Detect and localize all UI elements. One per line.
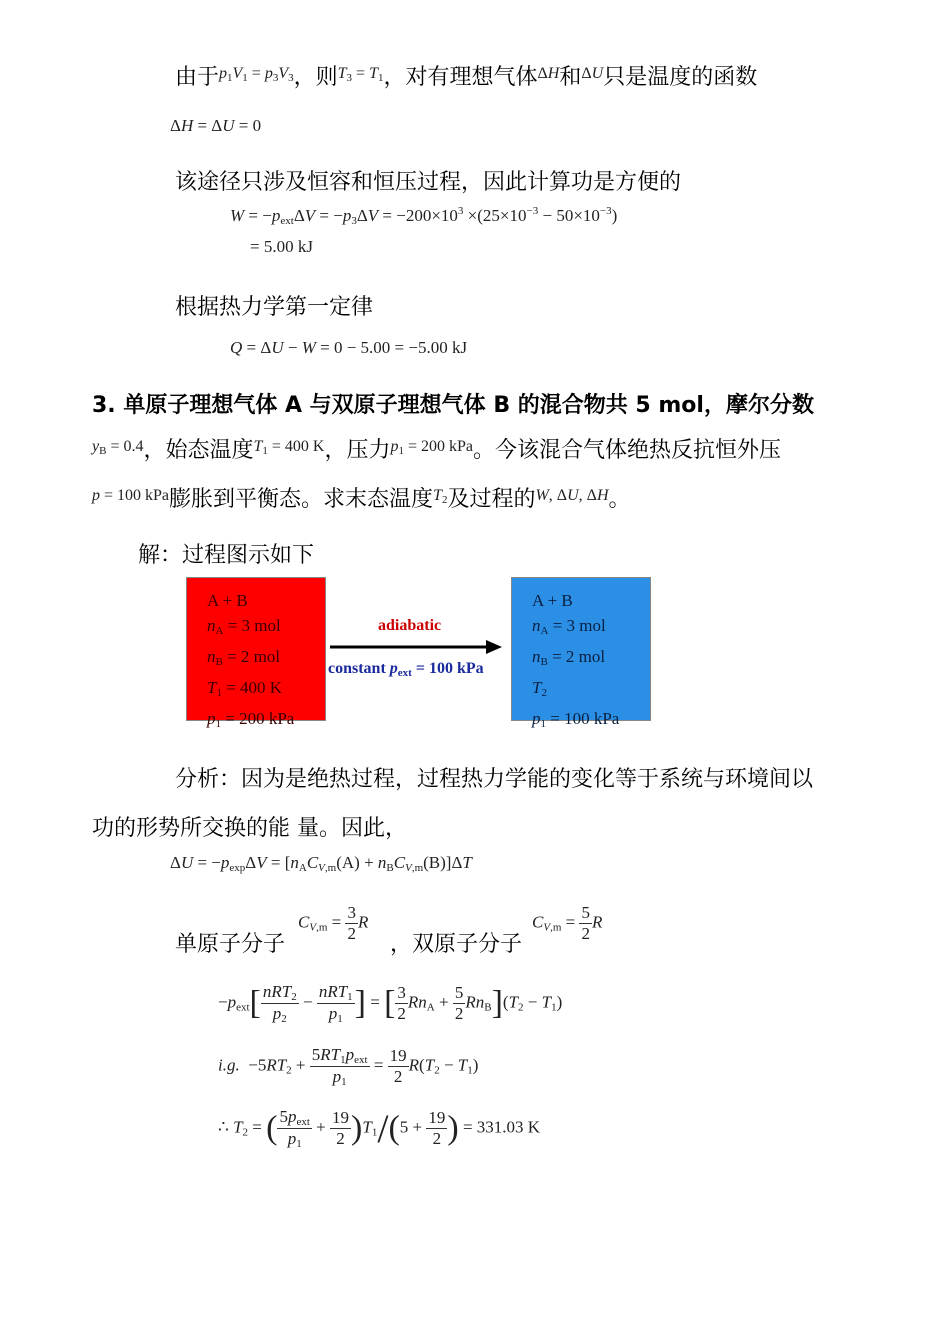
equation-inline: ΔU bbox=[581, 65, 604, 82]
equation-inline: T2 bbox=[433, 487, 448, 506]
equation-inline: T1 = 400 K bbox=[253, 438, 325, 457]
arrow-bottom-label: constant $p_{ext} = 100$ kPa bbox=[328, 660, 484, 679]
di-label: ，双原子分子 bbox=[390, 932, 523, 957]
equation-cv-di: $C_{V,m}$ = $\frac{5}{2}$ R bbox=[532, 903, 603, 943]
mono-label: 单原子分子 bbox=[175, 932, 286, 957]
text: 和 bbox=[559, 65, 582, 90]
text: 由于 bbox=[175, 65, 220, 90]
arrow-top-label: adiabatic bbox=[378, 617, 442, 634]
equation-du: $\Delta U = -p_{exp}\Delta V = [n_AC_{V,m}(A) + n_BC_{V,m}(B)]\Delta T$ bbox=[170, 853, 472, 874]
equation-final-2: i.g. $-5RT_2$ + $\frac{5RT_1p_{ext}}{p_1}$ = $\frac{19}{2}$ $R(T_2 - T_1)$ bbox=[218, 1045, 479, 1088]
equation-inline: T3 = T1 bbox=[337, 65, 384, 84]
state-line: $p_1 = 100$ kPa bbox=[532, 709, 620, 730]
problem-line-1: 3. 单原子理想气体 A 与双原子理想气体 B 的混合物共 5 mol，摩尔分数 bbox=[92, 393, 814, 418]
equation-final-3: ∴ $T_2$ = ( $\frac{5p_{ext}}{p_1}$ + $\frac{19}{2}$ )$T_1/(5$ + $\frac{19}{2}$ ) = 331.03 K bbox=[218, 1106, 541, 1151]
text: 膨胀到平衡态。求末态温度 bbox=[169, 487, 434, 512]
state-line: $T_2$ bbox=[532, 678, 547, 699]
final-state-box bbox=[511, 577, 651, 730]
text: 。今该混合气体绝热反抗恒外压 bbox=[473, 438, 782, 463]
text: 只是温度的函数 bbox=[603, 65, 758, 90]
state-line: $T_1 = 400$ K bbox=[207, 678, 283, 699]
text: ，始态温度 bbox=[143, 438, 254, 463]
text: 及过程的 bbox=[447, 487, 536, 512]
analysis-line-1: 分析：因为是绝热过程，过程热力学能的变化等于系统与环境间以 bbox=[175, 767, 814, 792]
problem-line-2 bbox=[92, 433, 781, 464]
equation-heat: Q = ΔU − W = 0 − 5.00 = −5.00 kJ bbox=[230, 338, 468, 357]
text: 。 bbox=[608, 487, 631, 512]
text: ，对有理想气体 bbox=[383, 65, 538, 90]
equation-dh-du: ΔH = ΔU = 0 bbox=[170, 116, 262, 135]
state-line: $n_B = 2$ mol bbox=[532, 647, 606, 668]
equation-inline: p1V1 = p3V3 bbox=[219, 65, 294, 84]
text: ，压力 bbox=[324, 438, 391, 463]
equation-inline: ΔH bbox=[537, 65, 560, 82]
initial-state-box bbox=[186, 577, 326, 730]
equation-work-2: = 5.00 kJ bbox=[250, 237, 313, 256]
state-line: $n_B = 2$ mol bbox=[207, 647, 281, 668]
state-line: $n_A = 3$ mol bbox=[532, 616, 606, 637]
state-line: $p_1 = 200$ kPa bbox=[207, 709, 295, 730]
state-line: $n_A = 3$ mol bbox=[207, 616, 281, 637]
equation-cv-mono: $C_{V,m}$ = $\frac{3}{2}$ R bbox=[298, 903, 369, 943]
state-line: A + B bbox=[532, 591, 573, 610]
equation-inline: p = 100 kPa bbox=[92, 487, 170, 504]
equation-inline: yB = 0.4 bbox=[92, 438, 144, 457]
equation-inline: W, ΔU, ΔH bbox=[535, 487, 609, 504]
statement-line-1 bbox=[175, 60, 757, 91]
statement-line-2: 该途径只涉及恒容和恒压过程，因此计算功是方便的 bbox=[175, 170, 682, 195]
process-arrow-icon bbox=[328, 637, 504, 657]
analysis-line-2: 功的形势所交换的能 量。因此， bbox=[92, 816, 407, 841]
state-line: A + B bbox=[207, 591, 248, 610]
solution-label: 解：过程图示如下 bbox=[138, 543, 315, 568]
equation-inline: p1 = 200 kPa bbox=[390, 438, 474, 457]
text: ，则 bbox=[293, 65, 338, 90]
problem-line-3 bbox=[92, 482, 631, 513]
statement-line-3: 根据热力学第一定律 bbox=[175, 295, 374, 320]
equation-final-1: $-p_{ext}$[ $\frac{nRT_2}{p_2}$ − $\frac{nRT_1}{p_1}$ ] = [ $\frac{3}{2}$ $Rn_A$ + $\frac{5}{2}$ $Rn_B](T_2 - T_1)$ bbox=[218, 982, 563, 1025]
equation-work-1: $W = -p_{ext}\Delta V = -p_3\Delta V = -200\times 10^3 \times(25\times 10^{-3} - 50\times 10^{-3})$ bbox=[230, 205, 618, 227]
